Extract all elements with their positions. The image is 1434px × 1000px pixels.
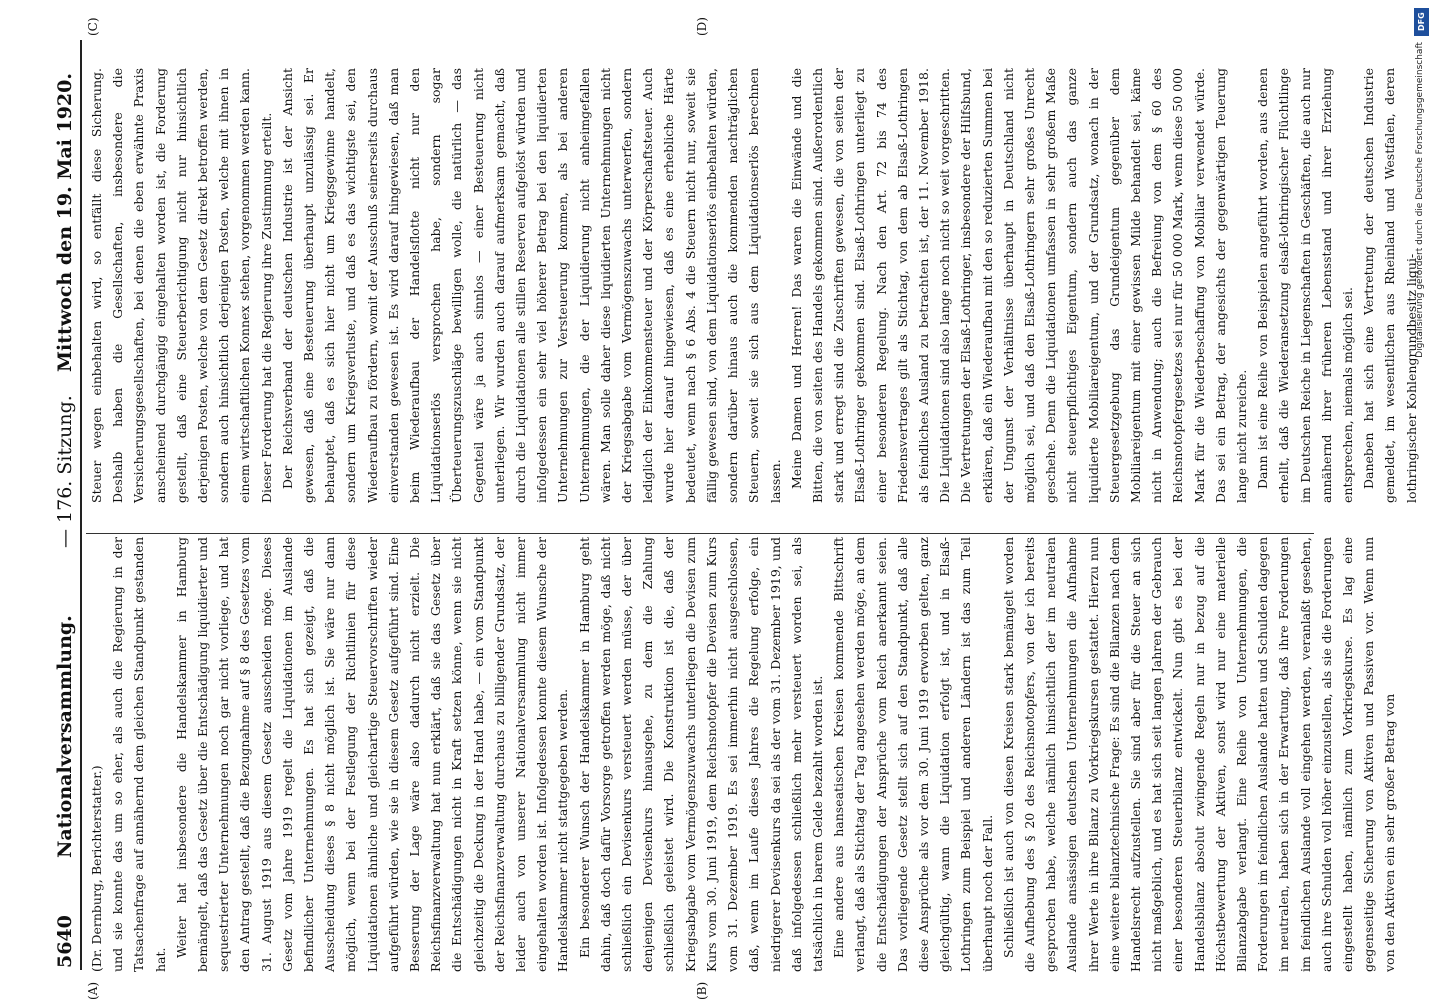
column-divider <box>86 533 1314 534</box>
paragraph: Der Reichsverband der deutschen Industrie ist der Ansicht gewesen, daß eine Besteuerung überhaupt unzulässig sei. Er behauptet, daß es sich hier nicht um Kriegsgewinne handelt, sondern um Kriegsverluste, und daß es das wichtigste sei, den Wiederaufbau zu fördern, womit der Ausschuß seinerseits durchaus einverstanden gewesen ist. Es wird darauf hingewiesen, daß man beim Wiederaufbau der Handelsflotte nicht nur den Liquidationserlös versprochen habe, sondern sogar Überteuerungszuschläge bewilligen wolle, die natürlich — das Gegenteil wäre ja auch sinnlos — einer Besteuerung nicht unterliegen. Wir wurden auch darauf aufmerksam gemacht, daß durch die Liquidationen alle stillen Reserven aufgelöst würden und infolgedessen ein sehr viel höherer Betrag bei den liquidierten Unternehmungen zur Versteuerung kommen, als bei anderen Unternehmungen, die der Liquidierung nicht anheimgefallen wären. Man solle daher diese liquidierten Unternehmungen nicht der Kriegsabgabe vom Vermögenszuwachs unterwerfen, sondern lediglich der Einkommensteuer und der Körperschaftsteuer. Auch wurde hier darauf hingewiesen, daß es eine erhebliche Härte bedeutet, wenn nach § 6 Abs. 4 die Steuern nicht nur, soweit sie fällig gewesen sind, von dem Liquidationserlös einbehalten würden, sondern darüber hinaus auch die kommenden nachträglichen Steuern, soweit sie sich aus dem Liquidationserlös berechnen lassen. <box>279 68 783 503</box>
header-session: — 176. Sitzung. <box>54 395 76 548</box>
digitization-credit <box>1410 0 1434 1000</box>
margin-mark-a: (A) <box>86 981 100 1000</box>
page-number: 5640 <box>54 915 76 968</box>
left-column <box>86 537 1398 972</box>
header-rule <box>80 40 82 970</box>
paragraph: Schließlich ist auch von diesen Kreisen stark bemängelt worden die Aufhebung des § 20 des Reichsnotopfers, von der ich bereits gesprochen habe, welche nämlich hinsichtlich der im neutralen Auslande ansässigen deutschen Unternehmungen die Aufnahme ihrer Werte in ihre Bilanz zu Vorkriegskursen gestattet. Hierzu nun eine weitere bilanztechnische Frage: Es sind die Bilanzen nach dem Handelsrecht aufzustellen. Sie sind aber für die Steuer an sich nicht maßgeblich, und es hat sich seit langen Jahren der Gebrauch einer besonderen Steuerbilanz entwickelt. Nun gibt es bei der Handelsbilanz absolut zwingende Regeln nur in bezug auf die Höchstbewertung der Aktiven, sonst wird nur eine materielle Bilanzabgabe verlangt. Eine Reihe von Unternehmungen, die Forderungen im feindlichen Auslande hatten und Schulden dagegen im neutralen, haben sich in der Erwartung, daß ihre Forderungen im feindlichen Auslande voll eingehen werden, veranlaßt gesehen, auch ihre Schulden voll höher einzustellen, als sie die Forderungen eingestellt haben, nämlich zum Vorkriegskurse. Es lag eine gegenseitige Sicherung von Aktiven und Passiven vor. Wenn nun von den Aktiven ein sehr großer Betrag von <box>1000 537 1398 972</box>
dfg-logo: DFG <box>1414 8 1429 36</box>
paragraph: Steuer wegen einbehalten wird, so entfällt diese Sicherung. Deshalb haben die Gesellschaften, insbesondere die Versicherungsgesellschaften, bei denen die eben erwähnte Praxis anscheinend durchgängig eingehalten worden ist, die Forderung gestellt, daß eine Steuerberichtigung nicht nur hinsichtlich derjenigen Posten, welche von dem Gesetz direkt betroffen werden, sondern auch hinsichtlich derjenigen Posten, welche mit ihnen in einem wirtschaftlichen Konnex stehen, vorgenommen werden kann. Dieser Forderung hat die Regierung ihre Zustimmung erteilt. <box>89 68 274 503</box>
margin-mark-d: (D) <box>695 17 709 36</box>
paragraph: Daneben hat sich eine Vertretung der deutschen Industrie gemeldet, im wesentlichen aus Rheinland und Westfalen, deren lothringischer Kohlengrundbesitz liqui- <box>1361 68 1419 503</box>
header-title: Nationalversammlung. <box>54 615 76 858</box>
paragraph: Meine Damen und Herren! Das waren die Einwände und die Bitten, die von seiten des Handels gekommen sind. Außerordentlich stark und erregt sind die Zuschriften gewesen, die von seiten der Elsaß-Lothringer gekommen sind. Elsaß-Lothringen unterliegt zu einer besonderen Regelung. Nach den Art. 72 bis 74 des Friedensvertrages gilt als Stichtag, von dem ab Elsaß-Lothringen als feindliches Ausland zu betrachten ist, der 11. November 1918. Die Liquidationen sind also lange noch nicht so weit vorgeschritten. Die Vertretungen der Elsaß-Lothringer, insbesondere der Hilfsbund, erklären, daß ein Wiederaufbau mit den so reduzierten Summen bei der Ungunst der Verhältnisse überhaupt in Deutschland nicht möglich sei, und daß den Elsaß-Lothringern sehr großes Unrecht geschehe. Denn die Liquidationen umfassen in sehr großem Maße nicht steuerpflichtiges Eigentum, sondern auch das ganze liquidierte Mobiliareigentum, und der Grundsatz, wonach in der Steuergesetzgebung das Grundeigentum gegenüber dem Mobiliareigentum mit einer gewissen Milde behandelt sei, käme nicht in Anwendung; auch die Befreiung von dem § 60 des Reichsnotopfergesetzes sei nur für 50 000 Mark, wenn diese 50 000 Mark für die Wiederbeschaffung von Mobiliar verwendet würde. Das sei ein Betrag, der angesichts der gegenwärtigen Teuerung lange nicht zureiche. <box>788 68 1249 503</box>
margin-mark-c: (C) <box>86 17 100 36</box>
speaker-line: (Dr. Dernburg, Berichterstatter.) <box>89 765 104 972</box>
margin-mark-b: (B) <box>695 981 709 1000</box>
paragraph: Weiter hat insbesondere die Handelskammer in Hamburg bemängelt, daß das Gesetz über die Entschädigung liquidierter und sequestrierter Unternehmungen noch gar nicht vorliege, und hat den Antrag gestellt, daß die Bezugnahme auf § 8 des Gesetzes vom 31. August 1919 aus diesem Gesetz ausscheiden möge. Dieses Gesetz vom Jahre 1919 regelt die Liquidationen im Auslande befindlicher Unternehmungen. Es hat sich gezeigt, daß die Ausscheidung dieses § 8 nicht möglich ist. Sie wäre nur dann möglich, wenn bei der Festlegung der Richtlinien für diese Liquidationen ähnliche und gleichartige Steuervorschriften wieder aufgeführt würden, wie sie in diesem Gesetz aufgeführt sind. Eine Besserung der Lage wäre also dadurch nicht erzielt. Die Reichsfinanzverwaltung hat nun erklärt, daß sie das Gesetz über die Entschädigungen nicht in Kraft setzen könne, wenn sie nicht gleichzeitig die Deckung in der Hand habe, — ein vom Standpunkt der Reichsfinanzverwaltung durchaus zu billigender Grundsatz, der leider auch von unserer Nationalversammlung nicht immer eingehalten worden ist. Infolgedessen konnte diesem Wunsche der Handelskammer nicht stattgegeben werden. <box>173 537 571 972</box>
paragraph: Dann ist eine Reihe von Beispielen angeführt worden, aus denen erhellt, daß die Wiederansetzung elsaß-lothringischer Flüchtlinge im Deutschen Reiche in Liegenschaften in Geschäften, die auch nur annähernd ihrer früheren Lebensstand und ihrer Erziehung entsprechen, niemals möglich sei. <box>1255 68 1355 503</box>
header-date: Mittwoch den 19. Mai 1920. <box>54 73 76 372</box>
credit-text: Digitalisierung gefördert durch die Deutsche Forschungsgemeinschaft <box>1415 42 1425 358</box>
paragraph: Ein besonderer Wunsch der Handelskammer in Hamburg geht dahin, daß doch dafür Vorsorge getroffen werden möge, daß nicht schließlich ein Devisenkurs versteuert werden müsse, der über denjenigen Devisenkurs hinausgehe, zu dem die Zahlung schließlich geleistet wird. Die Konstruktion ist die, daß der Kriegsabgabe vom Vermögenszuwachs unterliegen die Devisen zum Kurs vom 30. Juni 1919, dem Reichsnotopfer die Devisen zum Kurs vom 31. Dezember 1919. Es sei immerhin nicht ausgeschlossen, daß, wenn im Laufe dieses Jahres die Regelung erfolge, ein niedrigerer Devisenkurs da sei als der vom 31. Dezember 1919, und daß infolgedessen schließlich mehr versteuert worden sei, als tatsächlich in barem Gelde bezahlt worden ist. <box>576 537 825 972</box>
paragraph: und sie konnte das um so eher, als auch die Regierung in der Tatsachenfrage auf annähernd dem gleichen Standpunkt gestanden hat. <box>110 537 168 972</box>
paragraph: Eine andere aus hanseatischen Kreisen kommende Bittschrift verlangt, daß als Stichtag der Tag angesehen werden möge, an dem die Entschädigungen der Ansprüche vom Reich anerkannt seien. Das vorliegende Gesetz stellt sich auf den Standpunkt, daß alle diese Ansprüche als vor dem 30. Juni 1919 erworben gelten, ganz gleichgültig, wann die Liquidation erfolgt ist, und in Elsaß-Lothringen zum Beispiel und anderen Ländern ist das zum Teil überhaupt noch der Fall. <box>831 537 995 972</box>
right-column <box>86 68 1419 503</box>
page-header <box>48 43 78 968</box>
